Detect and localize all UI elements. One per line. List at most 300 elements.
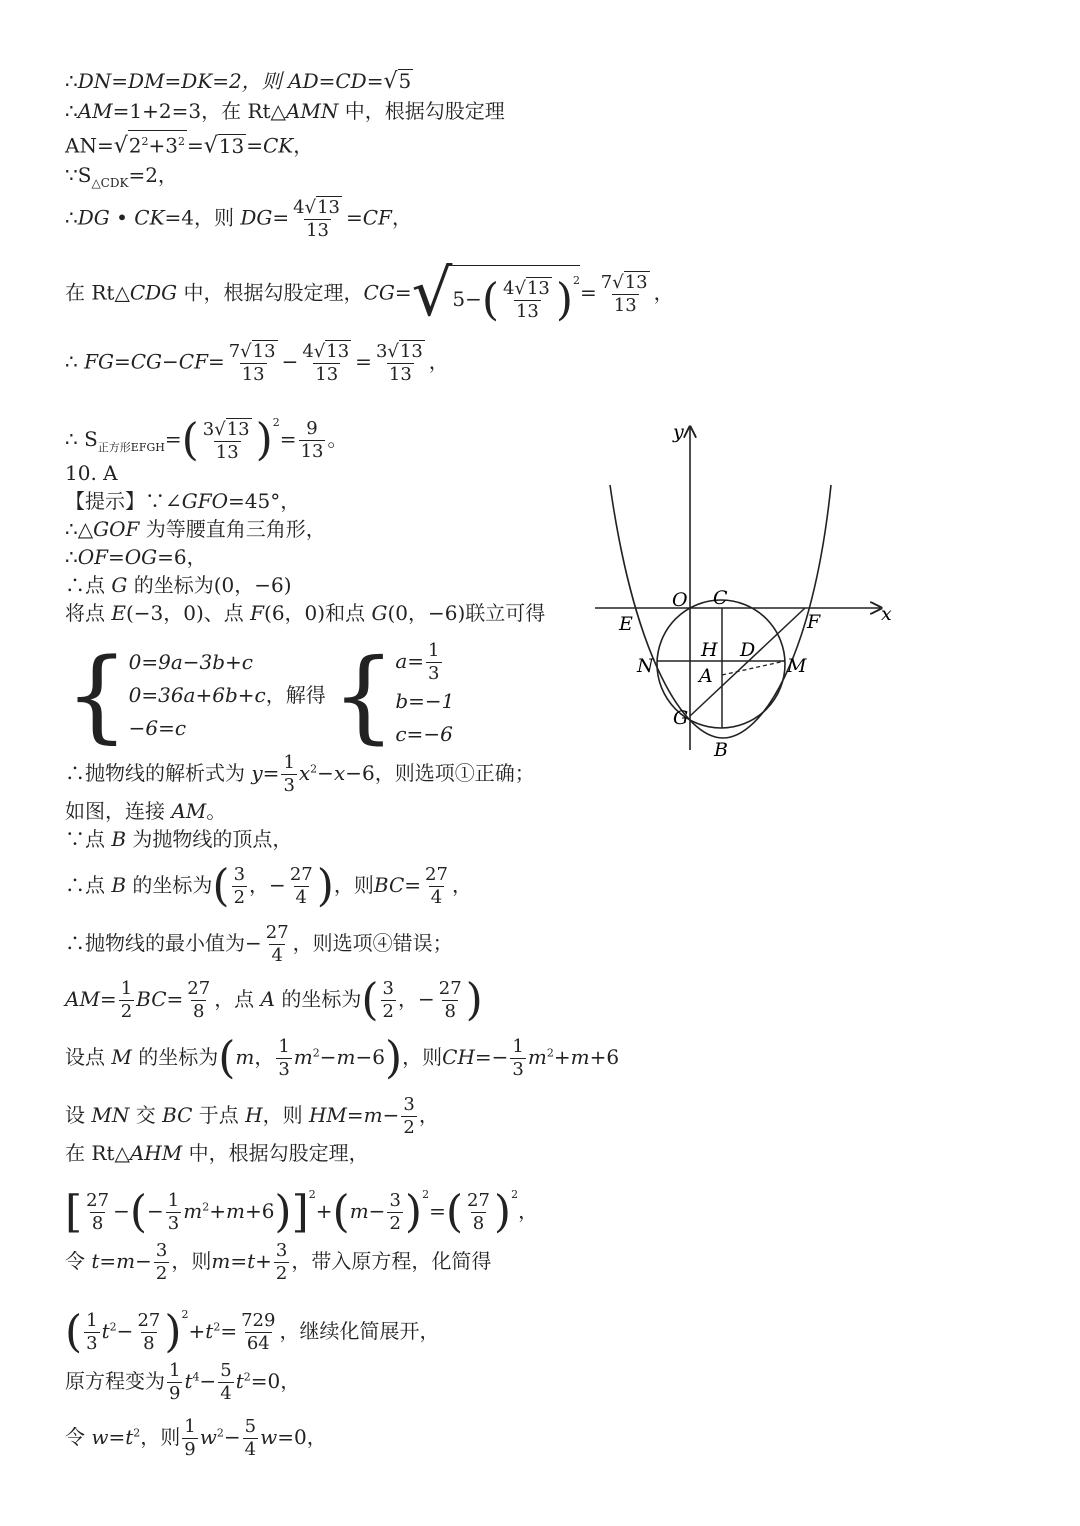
text: 1 [167,1190,180,1211]
text: S [77,163,92,187]
text: 4 [293,197,305,218]
therefore-symbol: ∴ [65,573,85,597]
text: =− [474,1045,509,1069]
fraction [423,864,450,909]
text: 1 [120,978,133,999]
exponent: 2 [202,1200,210,1214]
text: 13 [252,341,276,362]
exponent: 2 [573,273,581,287]
text: 的坐标为 [131,1045,219,1069]
text: = [394,280,412,305]
left-paren: ( [218,1032,236,1084]
fraction [465,1190,492,1235]
fraction [243,1416,258,1461]
text: 3 [403,1094,415,1115]
line-28 [65,1360,300,1405]
text: = [404,873,422,897]
therefore-symbol: ∴ [65,99,78,123]
label-x: x [881,603,892,625]
text: 4 [220,1383,232,1404]
text: − [147,1199,164,1223]
text: = [230,1249,248,1273]
line-23 [65,1094,439,1139]
text: 令 [65,1425,92,1449]
text: = [279,427,297,451]
sqrt-icon: √ [304,197,317,218]
line-4 [65,160,178,198]
exponent: 2 [546,1046,554,1060]
fraction [599,271,652,317]
text: m [527,1045,547,1069]
sqrt-icon: √ [383,69,398,94]
therefore-symbol: ∴ [65,873,85,897]
text: y [251,761,263,785]
text: △ [77,517,94,541]
label-y: y [673,421,684,443]
text: 13 [613,295,637,316]
line-6 [65,257,674,331]
fraction [274,1240,289,1285]
text: − [113,1199,130,1223]
text: =0， [277,1425,327,1449]
exponent: 2 [177,135,185,148]
line-18 [65,824,292,854]
text: AD [288,69,319,93]
fraction [135,1310,162,1355]
left-brace-icon: { [65,636,129,754]
exponent: 2 [243,1370,251,1384]
text: 交 [129,1103,163,1127]
fraction [501,277,554,323]
text: + [315,1199,333,1223]
subscript: 正方形EFGH [97,441,165,454]
exponent: 2 [312,1046,320,1060]
equation: c=−6 [395,722,453,746]
text: = [262,761,280,785]
therefore-symbol: ∴ [65,205,78,230]
text: HM [308,1103,347,1127]
text: AHM [129,1141,183,1165]
text: B [111,827,127,851]
text: 13 [515,301,539,323]
left-paren: ( [445,1186,463,1238]
line-5 [65,196,412,242]
text: 13 [624,272,648,293]
radicand [452,265,580,324]
line-7 [65,340,449,386]
text: 729 [241,1310,276,1331]
line-8 [65,408,347,464]
text: ，则 [333,873,374,897]
text: 为等腰直角三角形， [139,517,326,541]
exponent: 2 [422,1188,430,1201]
exponent: 2 [213,1320,221,1334]
text: 设 [65,1103,92,1127]
text: G [111,573,128,597]
text: DN=DM=DK=2，则 [77,69,289,93]
label-d: D [740,639,756,661]
paren: ( [481,274,500,326]
text: 2 [275,1263,288,1284]
text: = [108,1425,126,1449]
text: 27 [289,864,313,885]
text: BC [162,1103,193,1127]
text: 13 [317,197,340,218]
text: CG [130,349,162,374]
text: 中，根据勾股定理， [182,1141,369,1165]
label-e: E [619,613,633,635]
text: DG [77,205,110,230]
therefore-symbol: ∴ [65,761,85,785]
right-paren: ) [316,860,334,912]
text: 点 [85,873,112,897]
line-14 [65,598,545,628]
text: 中，根据勾股定理， [177,280,364,305]
text: 3 [86,1333,98,1354]
paren: ( [181,414,199,466]
line-10 [65,486,300,516]
fraction [166,1190,181,1235]
text: =1+2=3，在 Rt△ [112,99,286,123]
text: 的坐标为 [275,987,362,1011]
text: H [245,1103,263,1127]
fraction [426,640,441,685]
line-15 [65,636,455,754]
text: OG [124,545,158,569]
text: AM [65,987,100,1011]
text: 13 [300,441,324,462]
segment-am-dashed [722,661,785,675]
text: t [235,1369,244,1393]
subscript: △CDK [91,176,129,190]
text: (0，−6)联立可得 [387,601,546,625]
therefore-symbol: ∴ [65,545,78,569]
fraction [276,1036,291,1081]
text: m [116,1249,136,1273]
paren: ) [555,274,574,326]
text: 2 [389,1213,401,1234]
text: 3 [283,775,295,796]
text: S [77,427,98,451]
equation: b=−1 [395,689,455,713]
text: 令 [65,1249,92,1273]
label-c: C [713,587,728,609]
text: = [166,987,184,1011]
text: − [199,1369,217,1393]
text: 13 [326,341,350,362]
fraction [167,1360,182,1405]
fraction [119,978,134,1023]
fraction [182,1416,197,1461]
text: AM [171,799,207,823]
right-paren: ) [465,974,483,1026]
text: 13 [306,220,330,241]
text: 2 [155,1263,168,1284]
text: 5 [244,1416,257,1437]
text: 5 [398,69,412,93]
text: ，带入原方程，化简得 [291,1249,492,1273]
equation: 0=9a−3b+c [128,650,253,674]
text: (−3，0)、点 [125,601,251,625]
text: CK [134,205,165,230]
text: 的坐标为 [126,873,213,897]
text: M [111,1045,132,1069]
text: G [371,601,388,625]
text: 4 [271,945,283,966]
text: m [183,1199,203,1223]
text: 于点 [192,1103,246,1127]
text: =2， [128,163,178,187]
text: 点 [85,827,112,851]
therefore-symbol: ∴ [65,427,78,451]
exponent: 2 [511,1188,519,1201]
sqrt-icon: √ [514,278,526,300]
text: CD [335,69,367,93]
text: 3 [512,1059,524,1080]
exponent: 2 [181,1308,189,1321]
text: 3 [155,1240,168,1261]
text: 27 [187,978,211,999]
text: m [570,1045,590,1069]
text: 13 [399,341,423,362]
text: + [188,1319,206,1343]
fraction [227,340,280,386]
text: ∵∠ [145,489,182,513]
fraction [510,1036,525,1081]
sqrt-icon: √ [313,341,326,362]
right-paren: ) [164,1306,182,1358]
text: 1 [283,752,295,773]
exponent: 2 [109,1320,117,1334]
text: 64 [246,1333,270,1354]
text: 4 [244,1439,257,1460]
line-11 [65,514,326,544]
text: 13 [388,364,412,385]
text: 中，根据勾股定理 [338,99,505,123]
text: 9 [306,418,318,439]
fraction [185,978,212,1023]
text: GFO [181,489,229,513]
paren: ) [255,414,273,466]
text: m [349,1199,369,1223]
text: GOF [93,517,140,541]
text: = [207,349,225,374]
left-paren: ( [212,860,230,912]
text: = [366,69,384,93]
text: OF [77,545,109,569]
text: 。 [206,799,227,823]
equation: −6=c [128,716,187,740]
text: = [355,349,372,374]
text: 1 [512,1036,524,1057]
line-24 [65,1138,369,1168]
text: = [429,1199,446,1223]
text: DG [240,205,273,230]
text: m [225,1199,245,1223]
text: + [209,1199,226,1223]
label-m: M [787,655,807,677]
line-19 [65,860,472,912]
label-a: A [699,665,713,687]
therefore-symbol: ∴ [65,931,85,955]
text: 3 [167,1213,180,1234]
line-22 [65,1032,620,1084]
text: F [250,601,265,625]
text: =4，则 [164,205,241,230]
text: CH [442,1045,475,1069]
left-brace-icon: { [331,636,396,754]
line-26 [65,1240,491,1285]
text: 在 Rt△ [65,1141,130,1165]
equation: 0=36a+6b+c [128,683,266,707]
fraction [239,1310,277,1355]
text: 1 [169,1360,181,1381]
therefore-symbol: ∴ [65,349,78,374]
question-number: 10. A [65,461,118,485]
text: 3 [275,1240,288,1261]
text: ，点 [214,987,261,1011]
text: AMN [285,99,339,123]
right-paren: ) [384,1032,403,1084]
text: 8 [472,1213,485,1234]
text: w [260,1425,278,1449]
text: −6 [355,1045,385,1069]
text: = [246,133,263,158]
fraction [300,340,353,386]
text: ， [518,1199,539,1223]
text: 3 [389,1190,401,1211]
text: 27 [137,1310,161,1331]
fraction [387,1190,402,1235]
label-b: B [714,739,728,761]
exponent: 2 [310,762,318,776]
left-paren: ( [129,1186,148,1238]
text: ，则 [402,1045,443,1069]
text: ， [293,133,314,158]
text: − [135,1249,152,1273]
label-o: O [672,589,688,611]
text: m [211,1249,231,1273]
text: 抛物线的解析式为 [85,761,252,785]
text: 13 [241,364,265,385]
text: ，则 [140,1425,181,1449]
text: = [99,1249,117,1273]
text: CF [178,349,208,374]
text: 2 [403,1117,415,1138]
text: 1 [184,1416,196,1437]
exponent: 2 [216,1426,224,1440]
text: ， [254,1045,275,1069]
right-paren: ) [493,1186,512,1238]
text: − [281,349,299,374]
text: t [91,1249,100,1273]
text: MN [91,1103,130,1127]
text: 3 [278,1059,290,1080]
fraction [232,864,247,909]
right-paren: ) [404,1186,423,1238]
label-n: N [637,655,654,677]
text: m [363,1103,383,1127]
text: =45°， [228,489,301,513]
text: 2 [120,1001,133,1022]
text: E [111,601,126,625]
text: 3 [382,978,394,999]
sqrt-icon: √ [113,133,128,159]
text: = [220,1319,238,1343]
text: A [260,987,275,1011]
line-17 [65,796,226,826]
text: 9 [169,1383,181,1404]
line-27 [65,1300,440,1358]
fraction [381,978,396,1023]
text: 27 [265,922,289,943]
exponent: 2 [308,1188,316,1201]
text: − [368,1199,386,1223]
text: ，则 [262,1103,309,1127]
line-3 [65,130,313,162]
fraction [374,340,427,386]
text: t [247,1249,256,1273]
fraction [437,978,464,1023]
left-paren: ( [361,974,379,1026]
text: ，则选项④错误； [292,931,453,955]
sqrt-icon: √ [214,418,226,440]
text: BC [373,873,405,897]
text: • [109,205,135,230]
text: − [382,1103,400,1127]
text: 2 [128,133,142,158]
text: 8 [193,1001,205,1022]
fraction [264,922,291,967]
parabola-circle-diagram [595,420,905,770]
label-h: H [701,639,718,661]
text: ， [428,349,449,374]
text: CF [362,205,392,230]
text: m [293,1045,313,1069]
text: −6，则选项①正确； [345,761,535,785]
text: B [111,873,127,897]
text: ，− [397,987,435,1011]
solution-system [395,640,454,751]
text: 为抛物线的顶点， [126,827,293,851]
fraction [84,1310,99,1355]
parabola-curve [610,485,831,738]
text: 3 [428,663,440,684]
because-symbol: ∵ [65,827,85,851]
label-g: G [673,707,689,729]
text: = [272,205,290,230]
text: 13 [215,441,239,463]
text: t [101,1319,110,1343]
text: 抛物线的最小值为− [85,931,262,955]
text: 4 [302,341,314,362]
exponent: 2 [272,416,280,429]
text: 设点 [65,1045,112,1069]
text: = [164,427,182,451]
hint-label: 【提示】 [65,489,145,513]
text: 27 [467,1190,490,1211]
sqrt-icon: √ [203,133,218,159]
text: +6 [244,1199,275,1223]
line-12 [65,542,207,572]
text: = [318,69,336,93]
exponent: 4 [192,1370,200,1384]
text: 4 [503,278,515,300]
sqrt-icon: √ [612,272,624,293]
text: ，继续化简展开， [279,1319,440,1343]
text: 在 Rt△ [65,280,130,305]
text: 1 [428,640,440,661]
